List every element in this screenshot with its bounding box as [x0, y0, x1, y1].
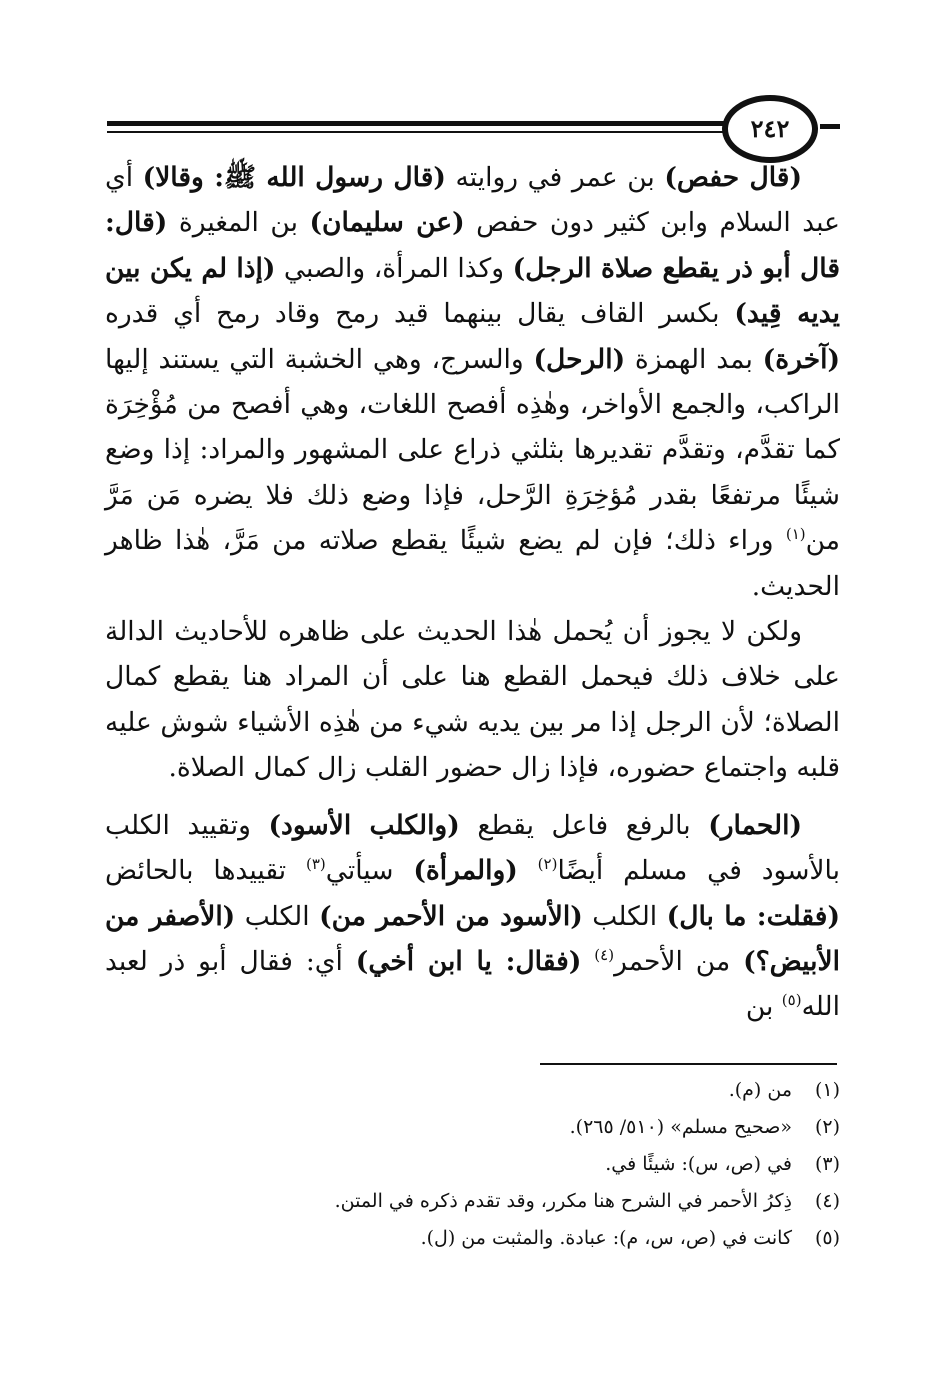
footnote-number: (١) — [814, 1079, 840, 1101]
bold-phrase: (الحمار) — [708, 809, 802, 841]
page-header — [0, 0, 947, 175]
footnote-text: ذِكرُ الأحمر في الشرح هنا مكرر، وقد تقدم ذكره في المتن. — [334, 1190, 792, 1212]
footnote-ref-5[interactable]: (٥) — [781, 991, 802, 1010]
main-text — [105, 155, 840, 1030]
text-span: بن المغيرة — [167, 207, 310, 239]
text-span: بالرفع فاعل يقطع — [459, 809, 709, 841]
bold-phrase: (والكلب الأسود) — [268, 809, 460, 841]
text-span: من الأحمر — [614, 945, 744, 977]
bold-phrase: (فقلت: ما بال) — [666, 900, 840, 932]
footnote-separator — [540, 1063, 837, 1065]
footnote-number: (٢) — [814, 1116, 840, 1138]
bold-phrase: (قال رسول الله ﷺ: وقالا) — [142, 162, 446, 193]
paragraph-1 — [105, 155, 840, 609]
bold-phrase: (الأصفر من الأبيض؟) — [105, 900, 840, 977]
bold-phrase: (قال حفص) — [664, 162, 802, 193]
bold-phrase: (الرحل) — [533, 343, 626, 375]
text-span: أي عبد السلام وابن كثير دون حفص — [105, 162, 840, 239]
footnote-number: (٣) — [814, 1153, 840, 1175]
footnote-4 — [105, 1183, 840, 1220]
paragraph-3 — [105, 803, 840, 1030]
footnote-number: (٥) — [814, 1227, 840, 1249]
page-number: ٢٤٢ — [722, 95, 818, 163]
footnote-ref-3[interactable]: (٣) — [305, 855, 326, 874]
bold-phrase: (آخرة) — [762, 343, 840, 375]
text-span: الكلب — [582, 900, 667, 932]
footnote-text: «صحيح مسلم» (٥١٠/ ٢٦٥). — [569, 1116, 792, 1138]
bold-phrase: (عن سليمان) — [309, 207, 465, 239]
footnote-text: من (م). — [728, 1079, 792, 1101]
bold-phrase: (قال: قال أبو ذر يقطع صلاة الرجل) — [105, 207, 840, 284]
text-span: أي: فقال أبو ذر لعبد الله — [105, 945, 840, 1023]
text-span: بن — [745, 991, 782, 1023]
text-span: بمد الهمزة — [625, 343, 763, 375]
footnote-ref-4[interactable]: (٤) — [594, 946, 615, 965]
footnote-3 — [105, 1146, 840, 1183]
text-span: والسرج، وهي الخشبة التي يستند إليها الراكب، والجمع الأواخر، وهٰذِه أفصح اللغات، وهي أفصح من مُؤْخِرَة كما تقدَّم، وتقدَّم تقديرها بثلثي ذراع على المشهور والمراد: إذا وضع شيئًا مرتفعًا بقدر مُؤخِرَةِ الرَّحل، فإذا وضع ذلك فلا يضره مَن مَرَّ من — [105, 343, 840, 557]
footnote-text: كانت في (ص، س، م): عبادة. والمثبت من (ل). — [420, 1227, 792, 1249]
footnotes — [105, 1072, 840, 1257]
footnote-number: (٤) — [814, 1190, 840, 1212]
bold-phrase: (فقال: يا ابن أخي) — [355, 945, 582, 977]
footnote-1 — [105, 1072, 840, 1109]
text-span: بن عمر في روايته — [445, 162, 665, 193]
bold-phrase: (والمرأة) — [413, 855, 518, 887]
footnote-ref-2[interactable]: (٢) — [537, 855, 558, 874]
text-span: الكلب — [235, 900, 320, 932]
footnote-text: في (ص، س): شيئًا في. — [605, 1153, 792, 1175]
text-span: وراء ذلك؛ فإن لم يضع شيئًا يقطع صلاته من مَرَّ، هٰذا ظاهر الحديث. — [105, 525, 840, 602]
text-span — [581, 946, 594, 977]
footnote-2 — [105, 1109, 840, 1146]
footnote-ref-1[interactable]: (١) — [785, 525, 806, 544]
text-span: وكذا المرأة، والصبي — [275, 252, 513, 284]
text-span: وتقييد الكلب بالأسود في مسلم أيضًا — [105, 809, 840, 887]
bold-phrase: (إذا لم يكن بين يديه قِيد) — [105, 252, 840, 330]
header-rule-thick — [107, 121, 727, 126]
header-rule-tail — [820, 124, 840, 129]
text-span: تقييدها بالحائض — [105, 855, 306, 887]
header-rule-thin — [107, 131, 727, 133]
footnote-5 — [105, 1220, 840, 1257]
bold-phrase: (الأسود من الأحمر من) — [319, 900, 583, 932]
text-span — [518, 855, 538, 886]
text-span: بكسر القاف يقال بينهما قيد رمح وقاد رمح أي قدره — [105, 298, 735, 330]
paragraph-2: ولكن لا يجوز أن يُحمل هٰذا الحديث على ظاهره للأحاديث الدالة على خلاف ذلك فيحمل القطع هنا على أن المراد هنا يقطع كمال الصلاة؛ لأن الرجل إذا مر بين يديه شيء من هٰذِه الأشياء شوش عليه قلبه واجتماع حضوره، فإذا زال حضور القلب زال كمال الصلاة. — [105, 616, 840, 784]
text-span: سيأتي — [325, 855, 414, 887]
